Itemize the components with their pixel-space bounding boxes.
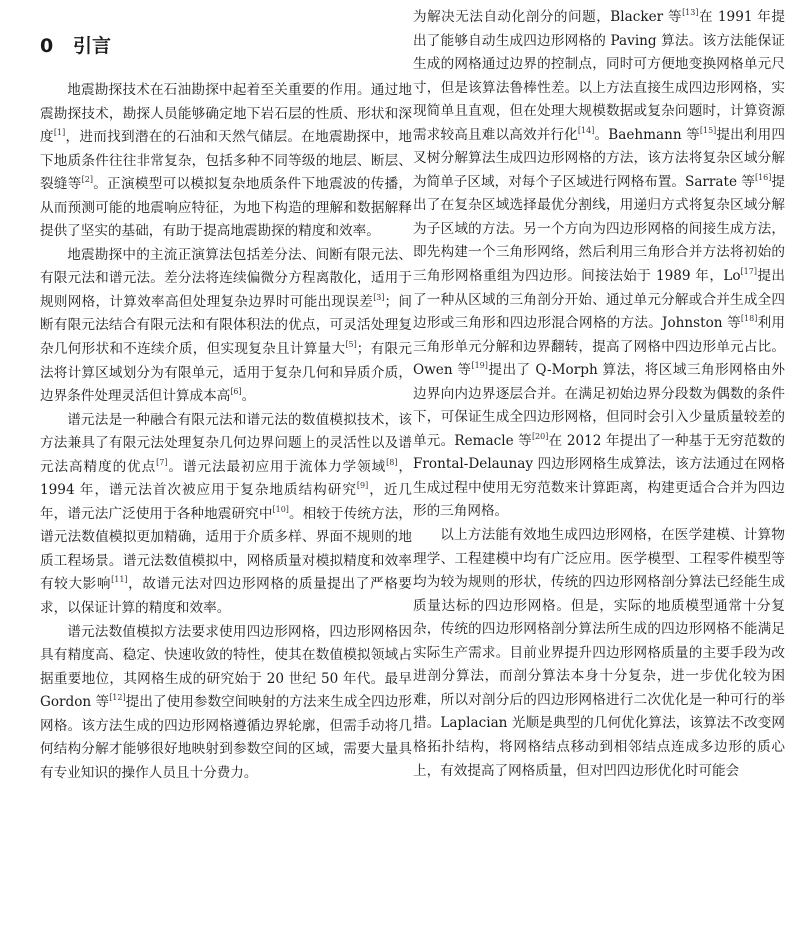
citation-ref: [8] [386, 457, 398, 467]
citation-ref: [6] [230, 387, 242, 397]
citation-ref: [2] [81, 175, 93, 185]
body-paragraph [413, 524, 785, 783]
citation-ref: [20] [531, 431, 549, 441]
citation-ref: [19] [471, 361, 488, 371]
paragraph-text: 提出利用四叉树分解算法生成四边形网格的方法，该方法将复杂区域分解为简单子区域，对每个子区域进行网格布置。Sarrate 等 [413, 126, 785, 190]
paragraph-text: 提出了一种从区域的三角剖分开始、通过单元分解或合并生成全四边形或三角形和四边形混合网格的方法。Johnston 等 [413, 268, 785, 332]
paragraph-text: 在 2012 年提出了一种基于无穷范数的 Frontal-Delaunay 四边形网格生成算法，该方法通过在网格生成过程中使用无穷范数来计算距离，构建更适合合并为四边形的三角网格。 [413, 432, 785, 520]
paragraph-text: 谱元法是一种融合有限元法和谱元法的数值模拟技术，该方法兼具了有限元法处理复杂几何边界问题上的灵活性以及谱元法高精度的优点 [40, 411, 412, 475]
paragraph-text: 利用三角形单元分解和边界翻转，提高了网格中四边形单元占比。Owen 等 [413, 315, 786, 379]
paragraph-text: 以上方法能有效地生成四边形网格，在医学建模、计算物理学、工程建模中均有广泛应用。医学模型、工程零件模型等均为较为规则的形状，传统的四边形网格剖分算法已经能生成质量达标的四边形网格。但是，实际的地质模型通常十分复杂，传统的四边形网格剖分算法所生成的四边形网格不能满足实际生产需求。目前业界提升四边形网格质量的主要手段为改进剖分算法，而剖分算法本身十分复杂，进一步优化较为困难，所以对剖分后的四边形网格进行二次优化是一种可行的举措。Laplacian 光顺是典型的几何优化算法，该算法不改变网格拓扑结构，将网格结点移动到相邻结点连成多边形的质心上，有效提高了网格质量，但对凹四边形优化时可能会 [413, 527, 785, 779]
paragraph-text: 地震勘探技术在石油勘探中起着至关重要的作用。通过地震勘探技术，勘探人员能够确定地下岩石层的性质、形状和深度 [40, 82, 412, 146]
citation-ref: [5] [345, 340, 357, 350]
citation-ref: [17] [740, 267, 757, 277]
right-column [413, 6, 785, 783]
section-number: 0 [40, 35, 54, 57]
citation-ref: [3] [373, 292, 385, 302]
paragraph-text: 提出了 Q-Morph 算法，将区域三角形网格由外边界向内边界逐层合并。在满足初始边界分段数为偶数的条件下，可保证生成全四边形网格，但同时会引入少量质量较差的单元。Remacle 等 [413, 362, 786, 449]
body-paragraph [40, 409, 412, 621]
left-column [40, 32, 412, 785]
paragraph-text: 。Baehmann 等 [594, 126, 700, 143]
section-heading [40, 32, 412, 60]
body-paragraph [40, 79, 412, 244]
paragraph-text: 为解决无法自动化剖分的问题，Blacker 等 [413, 9, 683, 25]
citation-ref: [7] [156, 457, 168, 467]
paragraph-text: ；有限元法将计算区域划分为有限单元，适用于复杂几何和异质介质，边界条件处理灵活但计算成本高 [40, 341, 413, 405]
paragraph-text: ，近几年，谱元法广泛使用于各种地震研究中 [40, 482, 413, 522]
paragraph-text: ；间断有限元法结合有限元法和有限体积法的优点，可灵活处理复杂几何形状和不连续介质，但实现复杂且计算量大 [40, 293, 413, 358]
paragraph-text: 。谱元法最初应用于流体力学领域 [167, 458, 387, 475]
paragraph-text: ，进而找到潜在的石油和天然气储层。在地震勘探中，地下地质条件往往非常复杂，包括多种不同等级的地层、断层、裂缝等 [40, 129, 413, 193]
citation-ref: [15] [699, 125, 717, 135]
paragraph-text: ，故谱元法对四边形网格的质量提出了严格要求，以保证计算的精度和效率。 [40, 576, 413, 617]
body-paragraph [40, 244, 412, 409]
paragraph-text: 在 1991 年提出了能够自动生成四边形网格的 Paving 算法。该方法能保证生成的网格通过边界的控制点，同时可方便地变换网格单元尺寸，但是该算法鲁棒性差。以上方法直接生成四边形网格，实现简单且直观，但在处理大规模数据或复杂问题时，计算资源需求较高且难以高效并行化 [413, 9, 785, 143]
citation-ref: [11] [111, 575, 128, 585]
citation-ref: [9] [356, 481, 369, 491]
citation-ref: [10] [272, 504, 289, 514]
citation-ref: [16] [754, 172, 772, 182]
paragraph-text: 。正演模型可以模拟复杂地质条件下地震波的传播，从而预测可能的地震响应特征，为地下构造的理解和数据解释提供了坚实的基础，有助于提高地震勘探的精度和效率。 [40, 176, 413, 240]
body-paragraph [40, 621, 412, 786]
body-paragraph [413, 6, 785, 524]
section-title: 引言 [73, 35, 112, 57]
paragraph-text: 提出了使用参数空间映射的方法来生成全四边形网格。该方法生成的四边形网格遵循边界轮廓，但需手动将几何结构分解才能够很好地映射到参数空间的区域，需要大量具有专业知识的操作人员且十分费力。 [40, 694, 412, 781]
paragraph-text: 地震勘探中的主流正演算法包括差分法、间断有限元法、有限元法和谱元法。差分法将连续偏微分方程离散化，适用于规则网格，计算效率高但处理复杂边界时可能出现误差 [40, 246, 412, 310]
paragraph-text: ，1994 年，谱元法首次被应用于复杂地质结构研究 [40, 458, 413, 499]
paragraph-text: 谱元法数值模拟方法要求使用四边形网格，四边形网格因具有精度高、稳定、快速收敛的特性，使其在数值模拟领域占据重要地位，其网格生成的研究始于 20 世纪 50 年代。最早 Gordon 等 [40, 623, 412, 711]
paragraph-text: 。 [241, 388, 256, 405]
paragraph-text: 。相较于传统方法，谱元法数值模拟更加精确，适用于介质多样、界面不规则的地质工程场景。谱元法数值模拟中，网格质量对模拟精度和效率有较大影响 [40, 505, 413, 593]
citation-ref: [1] [53, 128, 66, 138]
citation-ref: [18] [740, 314, 758, 324]
citation-ref: [12] [109, 693, 126, 703]
citation-ref: [14] [577, 125, 595, 135]
citation-ref: [13] [682, 8, 699, 17]
paragraph-text: 提出了在复杂区域选择最优分割线，用递归方式将复杂区域分解为子区域的方法。另一个方向为四边形网格的间接生成方法，即先构建一个三角形网络，然后利用三角形合并方法将初始的三角形网格重组为四边形。间接法始于 1989 年，Lo [413, 173, 785, 285]
